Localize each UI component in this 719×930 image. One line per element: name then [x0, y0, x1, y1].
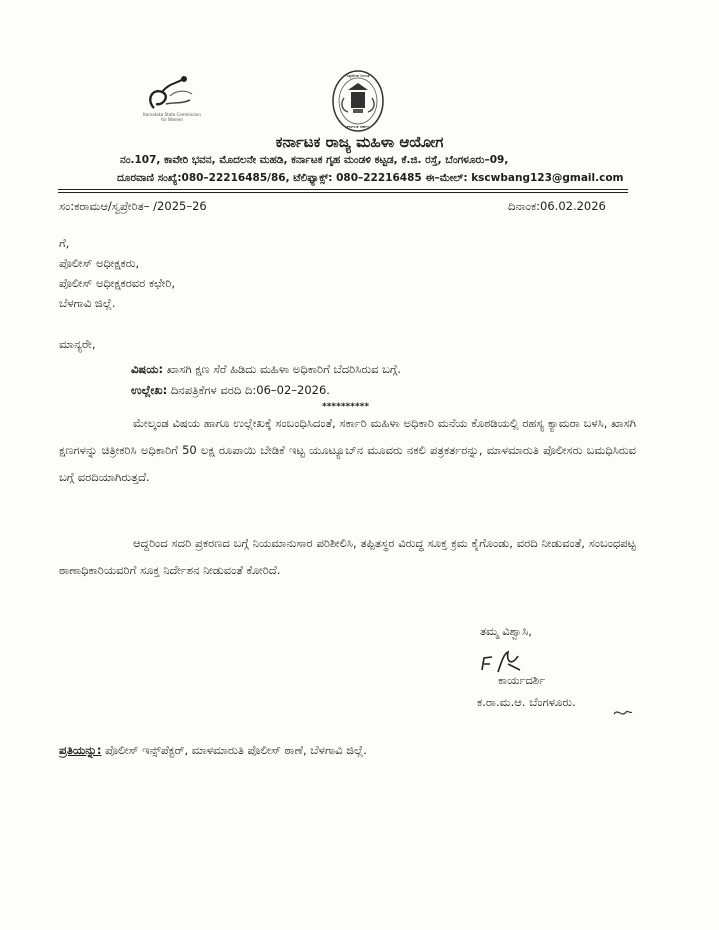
- body-paragraph-2-text: ಆದ್ದರಿಂದ ಸದರಿ ಪ್ರಕರಣದ ಬಗ್ಗೆ ನಿಯಮಾನುಸಾರ ಪರಿಶೀಲಿಸಿ, ತಪ್ಪಿತಸ್ಥರ ವಿರುದ್ಧ ಸೂಕ್ತ ಕ್ರಮ ಕೈಗೊಂಡು, ವರದಿ ನೀಡುವಂತೆ, ಸಂಬಂಧಪಟ್ಟ ಠಾಣಾಧಿಕಾರಿಯವರಿಗೆ ಸೂಕ್ತ ನಿರ್ದೇಶನ ನೀಡುವಂತೆ ಕೋರಿದೆ.: [59, 536, 636, 577]
- subject-label: ವಿಷಯ:: [131, 362, 164, 376]
- reference-text: ದಿನಪತ್ರಿಕೆಗಳ ವರದಿ ದಿ:06–02–2026.: [167, 383, 330, 397]
- reference-line: [131, 383, 330, 398]
- seal-bottom-text: ಕರ್ನಾಟಕ ಸರ್ಕಾರ: [346, 124, 370, 129]
- copy-to-text: ಪೊಲೀಸ್ ಇನ್ಸ್‌ಪೆಕ್ಟರ್, ಮಾಳಮಾರುತಿ ಪೊಲೀಸ್ ಠಾಣೆ, ಬೆಳಗಾವಿ ಜಿಲ್ಲೆ.: [101, 743, 367, 757]
- reference-number: ಸಂ:ಕರಾಮಆ/ಸ್ವಪ್ರೇರಿತ– /2025–26: [59, 199, 207, 213]
- body-paragraph-1: [59, 410, 636, 491]
- seal-top-text: ಸತ್ಯಮೇವ ಜಯತೆ: [346, 73, 370, 78]
- recipient-line-3: ಬೆಳಗಾವಿ ಜಿಲ್ಲೆ.: [59, 296, 116, 310]
- commission-logo-icon: [140, 74, 204, 114]
- body-paragraph-2: [59, 530, 636, 584]
- designation: ಕಾರ್ಯದರ್ಶಿ: [498, 673, 546, 687]
- copy-to-label: ಪ್ರತಿಯನ್ನು:: [59, 743, 102, 757]
- commission-logo: [140, 74, 204, 132]
- contact-details: ದೂರವಾಣಿ ಸಂಖ್ಯೆ:080–22216485/86, ಟೆಲಿಫ್ಯಾಕ್ಸ್: 080–22216485 ಈ–ಮೇಲ್: kscwbang123@gmail.com: [117, 172, 624, 184]
- recipient-line-1: ಪೊಲೀಸ್ ಅಧೀಕ್ಷಕರು,: [59, 256, 140, 270]
- body-paragraph-1-text: ಮೇಲ್ಕಂಡ ವಿಷಯ ಹಾಗೂ ಉಲ್ಲೇಖಕ್ಕೆ ಸಂಬಂಧಿಸಿದಂತೆ, ಸರ್ಕಾರಿ ಮಹಿಳಾ ಅಧಿಕಾರಿ ಮನೆಯ ಕೊಠಡಿಯಲ್ಲಿ ರಹಸ್ಯ ಕ್ಯಾಮರಾ ಬಳಸಿ, ಖಾಸಗಿ ಕ್ಷಣಗಳನ್ನು ಚಿತ್ರೀಕರಿಸಿ ಅಧಿಕಾರಿಗೆ 50 ಲಕ್ಷ ರೂಪಾಯಿ ಬೇಡಿಕೆ ಇಟ್ಟ ಯೂಟ್ಯೂಬ್‌ನ ಮೂವರು ನಕಲಿ ಪತ್ರಕರ್ತರನ್ನು, ಮಾಳಮಾರುತಿ ಪೊಲೀಸರು ಬಮಧಿಸಿರುವ ಬಗ್ಗೆ ವರದಿಯಾಗಿರುತ್ತದೆ.: [59, 416, 636, 484]
- recipient-line-2: ಪೊಲೀಸ್ ಅಧೀಕ್ಷಕರವರ ಕಛೇರಿ,: [59, 276, 176, 290]
- office-name: ಕ.ರಾ.ಮ.ಆ. ಬೆಂಗಳೂರು.: [477, 695, 576, 709]
- logo-caption: Karnataka State Commission for Women: [143, 112, 201, 122]
- header-divider: [58, 189, 628, 193]
- subject-line: [131, 362, 401, 377]
- separator-stars: **********: [322, 402, 370, 412]
- government-seal: [330, 68, 386, 134]
- greeting: ಮಾನ್ಯರೇ,: [59, 337, 96, 351]
- closing-yours: ತಮ್ಮ ವಿಶ್ವಾಸಿ,: [480, 624, 532, 638]
- subject-text: ಖಾಸಗಿ ಕ್ಷಣ ಸೆರೆ ಹಿಡಿದು ಮಹಿಳಾ ಅಧಿಕಾರಿಗೆ ಬೆದರಿಸಿರುವ ಬಗ್ಗೆ.: [163, 362, 401, 376]
- reference-label: ಉಲ್ಲೇಖ:: [131, 383, 168, 397]
- emblem-seal-icon: [330, 68, 386, 134]
- office-address: ನಂ.107, ಕಾವೇರಿ ಭವನ, ಮೊದಲನೇ ಮಹಡಿ, ಕರ್ನಾಟಕ ಗೃಹ ಮಂಡಳಿ ಕಟ್ಟಡ, ಕೆ.ಜಿ. ರಸ್ತೆ, ಬೆಂಗಳೂರು–09,: [120, 154, 509, 166]
- initials-mark: [612, 706, 634, 720]
- organization-name: ಕರ್ನಾಟಕ ರಾಜ್ಯ ಮಹಿಳಾ ಆಯೋಗ: [275, 133, 444, 151]
- recipient-to: ಗೆ,: [59, 236, 70, 250]
- letter-date: ದಿನಾಂಕ:06.02.2026: [508, 199, 606, 213]
- copy-to-line: [59, 743, 367, 758]
